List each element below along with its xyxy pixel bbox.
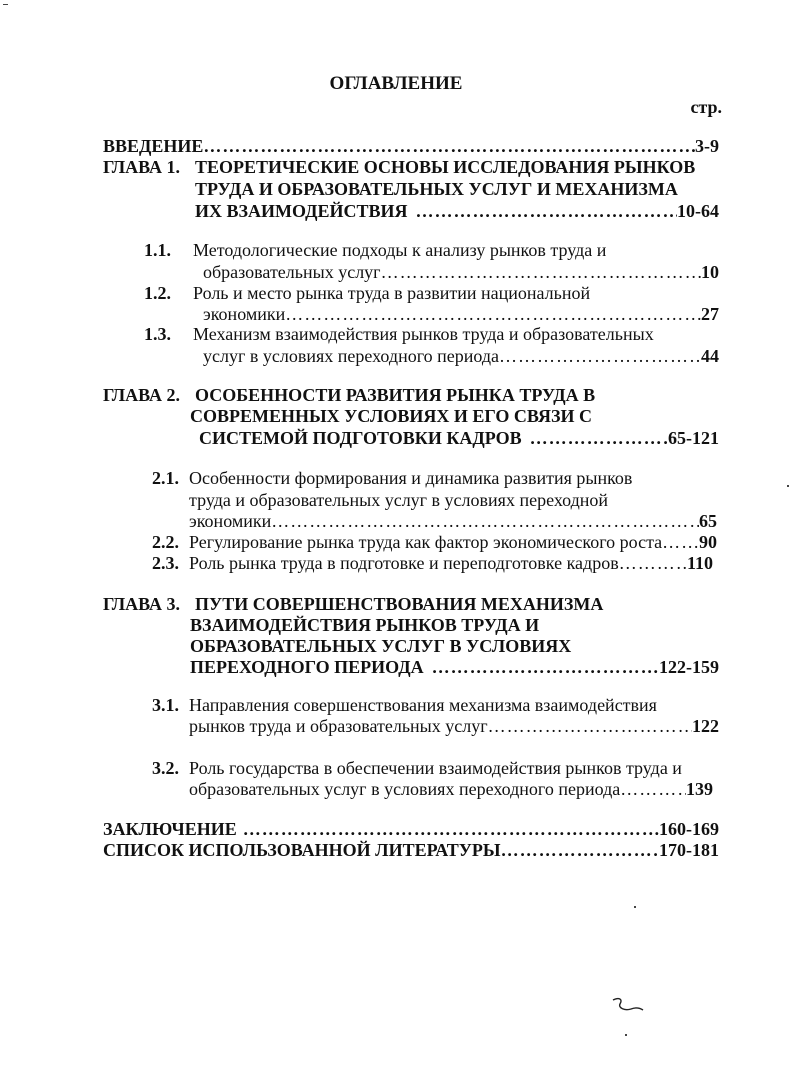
- leader-dots: [620, 778, 686, 800]
- section-title-line[interactable]: Направления совершенствования механизма взаимодействия: [189, 695, 657, 715]
- leader-dots: [285, 303, 701, 325]
- entry-label: Регулирование рынка труда как фактор экономического роста: [189, 532, 663, 552]
- toc-entry-section-1-1[interactable]: [203, 261, 719, 283]
- chapter-3-title-line[interactable]: ОБРАЗОВАТЕЛЬНЫХ УСЛУГ В УСЛОВИЯХ: [190, 636, 572, 656]
- pen-mark-icon: [611, 996, 645, 1016]
- toc-entry-section-1-2[interactable]: [203, 303, 719, 325]
- leader-dots: [499, 345, 701, 367]
- entry-label: ВВЕДЕНИЕ: [103, 136, 204, 156]
- entry-label: экономики: [189, 511, 272, 531]
- entry-pages: 110: [686, 553, 713, 573]
- entry-label: ИХ ВЗАИМОДЕЙСТВИЯ: [195, 201, 408, 221]
- entry-label: услуг в условиях переходного периода: [203, 346, 500, 366]
- chapter-1-title-line[interactable]: ТРУДА И ОБРАЗОВАТЕЛЬНЫХ УСЛУГ И МЕХАНИЗМА: [195, 179, 678, 199]
- toc-entry-chapter-3[interactable]: [190, 656, 719, 678]
- chapter-3-number: ГЛАВА 3.: [103, 594, 181, 614]
- entry-label: образовательных услуг: [203, 262, 381, 282]
- entry-pages: 65: [699, 511, 717, 531]
- chapter-2-title-line[interactable]: СОВРЕМЕННЫХ УСЛОВИЯХ И ЕГО СВЯЗИ С: [190, 406, 592, 426]
- entry-label: СИСТЕМОЙ ПОДГОТОВКИ КАДРОВ: [199, 428, 522, 448]
- leader-dots: [432, 656, 659, 678]
- entry-label: ПЕРЕХОДНОГО ПЕРИОДА: [190, 657, 424, 677]
- entry-label: экономики: [203, 304, 286, 324]
- entry-label: образовательных услуг в условиях переходного периода: [189, 779, 621, 799]
- section-title-line[interactable]: Роль государства в обеспечении взаимодействия рынков труда и: [189, 758, 682, 778]
- section-title-line[interactable]: Особенности формирования и динамика развития рынков: [189, 468, 633, 488]
- section-number: 2.2.: [152, 532, 179, 552]
- entry-pages: 160-169: [659, 819, 719, 839]
- entry-label: ЗАКЛЮЧЕНИЕ: [103, 819, 237, 839]
- leader-dots: [662, 531, 699, 553]
- chapter-2-number: ГЛАВА 2.: [103, 385, 181, 405]
- section-number: 1.3.: [144, 324, 171, 344]
- entry-pages: 10-64: [677, 201, 719, 221]
- leader-dots: [619, 552, 687, 574]
- entry-pages: 3-9: [695, 136, 719, 156]
- leader-dots: [203, 135, 695, 157]
- chapter-3-title-line[interactable]: ПУТИ СОВЕРШЕНСТВОВАНИЯ МЕХАНИЗМА: [195, 594, 604, 614]
- page-column-header: стр.: [690, 97, 722, 117]
- toc-entry-conclusion[interactable]: [103, 818, 719, 840]
- entry-pages: 122: [692, 716, 719, 736]
- scan-speck: [634, 906, 636, 908]
- leader-dots: [501, 839, 659, 861]
- section-title-line[interactable]: труда и образовательных услуг в условиях переходной: [189, 490, 609, 510]
- section-number: 1.2.: [144, 283, 171, 303]
- leader-dots: [271, 510, 699, 532]
- section-number: 2.3.: [152, 553, 179, 573]
- section-title-line[interactable]: Роль и место рынка труда в развитии национальной: [193, 283, 591, 303]
- entry-label: рынков труда и образовательных услуг: [189, 716, 488, 736]
- entry-pages: 44: [701, 346, 719, 366]
- leader-dots: [488, 715, 692, 737]
- toc-entry-bibliography[interactable]: [103, 839, 719, 861]
- entry-pages: 65-121: [668, 428, 719, 448]
- toc-entry-section-1-3[interactable]: [203, 345, 719, 367]
- toc-entry-section-3-1[interactable]: [189, 715, 719, 737]
- scan-speck: [787, 485, 789, 487]
- entry-pages: 139: [686, 779, 713, 799]
- leader-dots: [243, 818, 659, 840]
- section-title-line[interactable]: Методологические подходы к анализу рынков труда и: [193, 240, 607, 260]
- leader-dots: [530, 427, 668, 449]
- leader-dots: [381, 261, 701, 283]
- toc-entry-intro[interactable]: [103, 135, 719, 157]
- section-number: 2.1.: [152, 468, 179, 488]
- entry-pages: 90: [699, 532, 717, 552]
- chapter-3-title-line[interactable]: ВЗАИМОДЕЙСТВИЯ РЫНКОВ ТРУДА И: [190, 615, 540, 635]
- toc-entry-chapter-2[interactable]: [199, 427, 719, 449]
- entry-label: Роль рынка труда в подготовке и переподготовке кадров: [189, 553, 619, 573]
- entry-pages: 10: [701, 262, 719, 282]
- section-number: 1.1.: [144, 240, 171, 260]
- entry-label: СПИСОК ИСПОЛЬЗОВАННОЙ ЛИТЕРАТУРЫ: [103, 840, 501, 860]
- toc-title: ОГЛАВЛЕНИЕ: [329, 73, 463, 94]
- toc-entry-chapter-1[interactable]: [195, 200, 719, 222]
- leader-dots: [416, 200, 677, 222]
- entry-pages: 27: [701, 304, 719, 324]
- chapter-1-number: ГЛАВА 1.: [103, 157, 181, 177]
- entry-pages: 122-159: [659, 657, 719, 677]
- toc-entry-section-2-1[interactable]: [189, 510, 717, 532]
- toc-entry-section-3-2[interactable]: [189, 778, 713, 800]
- entry-pages: 170-181: [659, 840, 719, 860]
- scan-speck: [3, 4, 8, 5]
- section-number: 3.2.: [152, 758, 179, 778]
- section-title-line[interactable]: Механизм взаимодействия рынков труда и образовательных: [193, 324, 654, 344]
- section-number: 3.1.: [152, 695, 179, 715]
- toc-entry-section-2-2[interactable]: [189, 531, 717, 553]
- chapter-2-title-line[interactable]: ОСОБЕННОСТИ РАЗВИТИЯ РЫНКА ТРУДА В: [195, 385, 596, 405]
- toc-entry-section-2-3[interactable]: [189, 552, 713, 574]
- scan-speck: [625, 1034, 627, 1036]
- chapter-1-title-line[interactable]: ТЕОРЕТИЧЕСКИЕ ОСНОВЫ ИССЛЕДОВАНИЯ РЫНКОВ: [195, 157, 696, 177]
